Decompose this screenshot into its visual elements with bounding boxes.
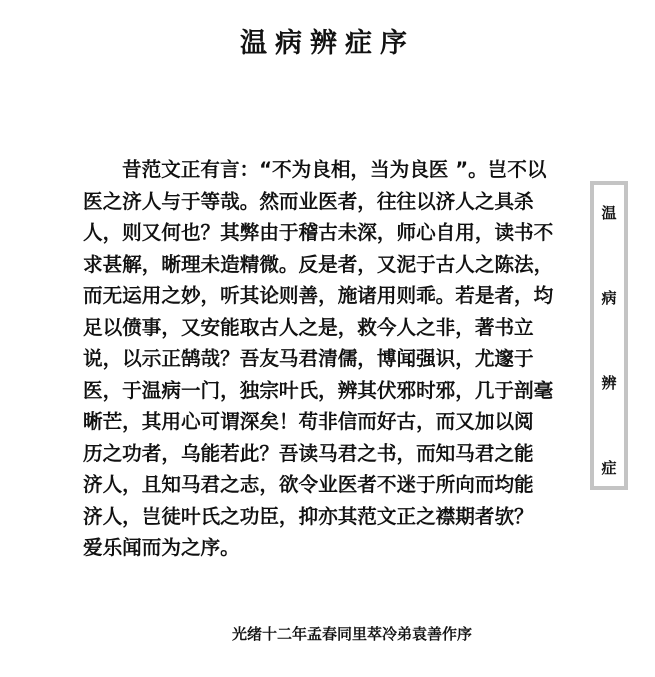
- side-chapter-tab: [590, 181, 628, 490]
- text-line: 医，于温病一门，独宗叶氏，辨其伏邪时邪，几于剖毫: [83, 378, 554, 402]
- text-line: 济人，且知马君之志，欲令业医者不迷于所向而均能: [83, 473, 534, 496]
- preface-body: [83, 154, 583, 564]
- page-title: 温病辨症序: [240, 28, 415, 59]
- side-tab-char: 病: [601, 289, 617, 307]
- side-tab-char: 辨: [601, 374, 617, 392]
- text-line: 晰芒，其用心可谓深矣！苟非信而好古，而又加以阅: [83, 410, 534, 433]
- side-tab-char: 症: [601, 459, 617, 477]
- text-line: 说，以示正鹄哉？吾友马君清儒，博闻强识，尤邃于: [83, 347, 534, 370]
- text-line: 人，则又何也？其弊由于稽古未深，师心自用，读书不: [83, 221, 554, 244]
- text-line: 足以偾事，又安能取古人之是，救今人之非，著书立: [83, 315, 534, 339]
- text-line: 爱乐闻而为之序。: [83, 536, 240, 559]
- text-line: 求甚解，晰理未造精微。反是者，又泥于古人之陈法，: [83, 252, 554, 276]
- text-line: 历之功者，乌能若此？吾读马君之书，而知马君之能: [83, 441, 534, 465]
- side-tab-char: 温: [601, 204, 617, 222]
- text-line: 而无运用之妙，听其论则善，施诸用则乖。若是者，均: [83, 284, 554, 307]
- text-line: 医之济人与于等哉。然而业医者，往往以济人之具杀: [83, 189, 534, 213]
- text-line: 昔范文正有言：“不为良相，当为良医 ”。岂不以: [122, 158, 547, 181]
- text-line: 济人，岂徒叶氏之功臣，抑亦其范文正之襟期者欤？: [83, 504, 534, 528]
- signature-line: 光绪十二年孟春同里萃冷弟袁善作序: [232, 625, 473, 643]
